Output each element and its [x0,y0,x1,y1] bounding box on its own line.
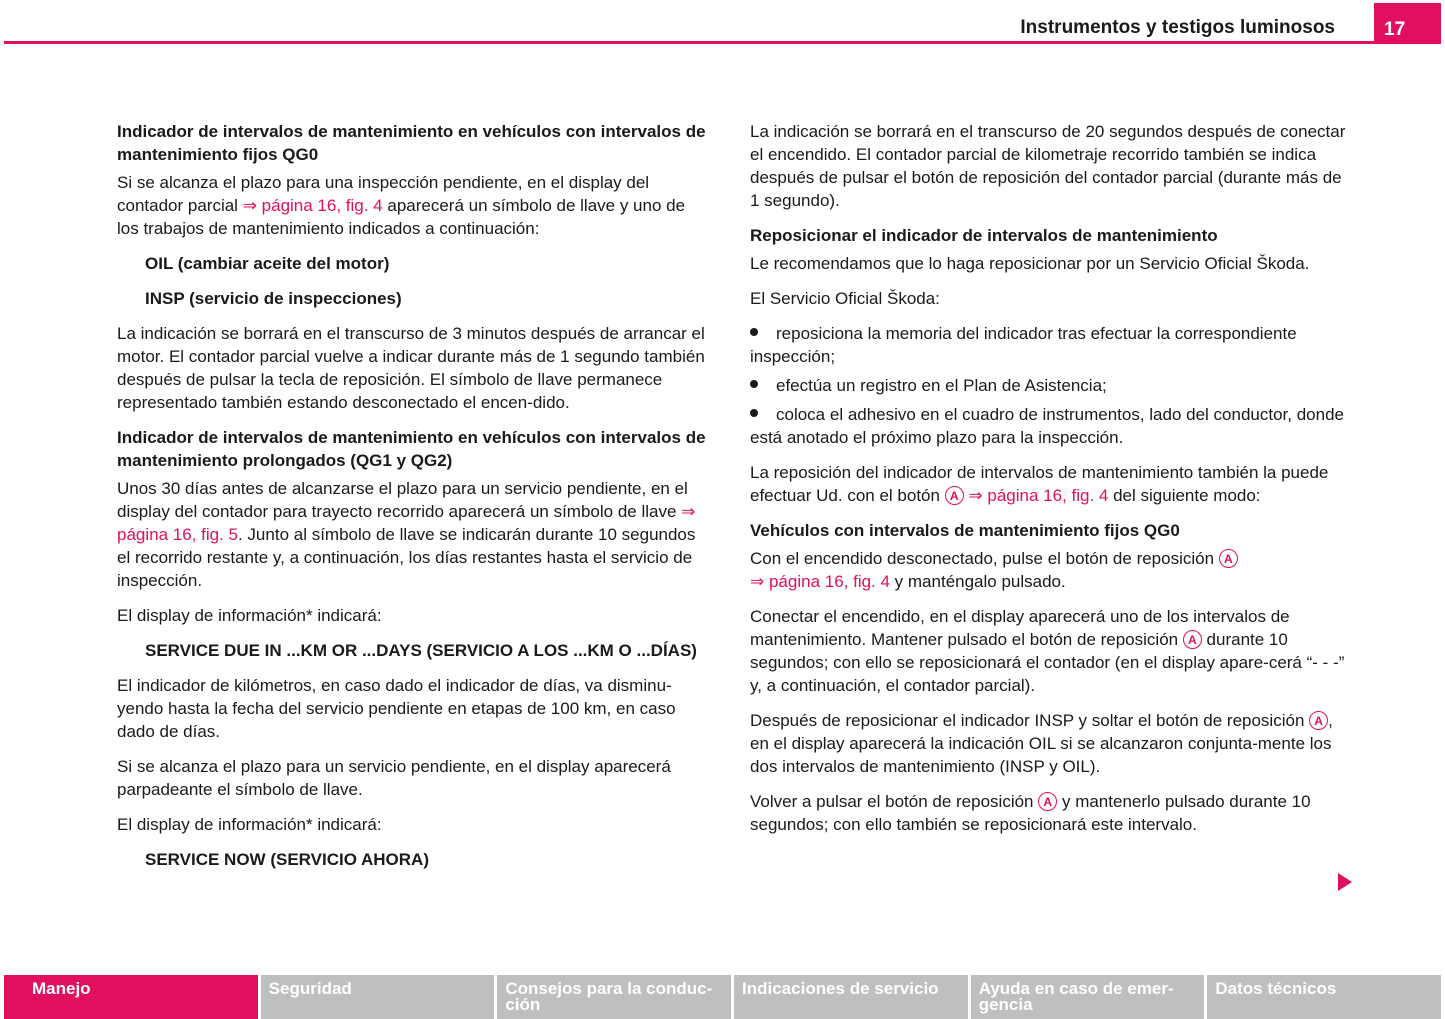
paragraph: El display de información* indicará: [117,606,382,625]
reset-button-a-icon: A [1183,630,1202,649]
header-rule [4,41,1374,44]
page-reference-link[interactable]: ⇒ página 16, fig. 5 [117,502,696,544]
reset-button-a-icon: A [1038,792,1057,811]
reset-button-a-icon: A [1219,549,1238,568]
bullet-icon [750,374,776,397]
paragraph: Si se alcanza el plazo para una inspección pendiente, en el display del contador parcial ⇒ página 16, fig. 4 aparecerá un símbolo de llave y uno de los trabajos de mantenimiento indicados a continuación: [117,173,686,238]
paragraph: Con el encendido desconectado, pulse el botón de reposición A ⇒ página 16, fig. 4 y manténgalo pulsado. [750,547,1350,593]
page-number: 17 [1374,3,1441,44]
nav-tab-consejos[interactable]: Consejos para la conduc-ción [497,975,731,1019]
paragraph: El display de información* indicará: [117,815,382,834]
section-heading-fixed-intervals: Indicador de intervalos de mantenimiento en vehículos con intervalos de mantenimiento fijos QG0 [117,122,706,164]
paragraph: La reposición del indicador de intervalos de mantenimiento también la puede efectuar Ud. con el botón A ⇒ página 16, fig. 4 del siguiente modo: [750,463,1329,505]
service-due-message: SERVICE DUE IN ...KM OR ...DAYS (SERVICIO A LOS ...KM O ...DÍAS) [145,641,697,660]
section-heading-qg0: Vehículos con intervalos de mantenimiento fijos QG0 [750,521,1180,540]
chapter-title: Instrumentos y testigos luminosos [1020,17,1335,38]
reset-button-a-icon: A [945,486,964,505]
reset-button-a-icon: A [1309,711,1328,730]
bullet-icon [750,322,776,345]
nav-tab-seguridad[interactable]: Seguridad [261,975,495,1019]
list-item: efectúa un registro en el Plan de Asistencia; [750,374,1350,397]
section-heading-extended-intervals: Indicador de intervalos de mantenimiento en vehículos con intervalos de mantenimiento prolongados (QG1 y QG2) [117,428,706,470]
paragraph: Unos 30 días antes de alcanzarse el plazo para un servicio pendiente, en el display del contador para trayecto recorrido aparecerá un símbolo de llave ⇒ página 16, fig. 5. Junto al símbolo de llave se indicarán durante 10 segundos el recorrido restante y, a continuación, los días restantes hasta el servicio de inspección. [117,479,696,590]
paragraph: Si se alcanza el plazo para un servicio pendiente, en el display aparecerá parpadeante el símbolo de llave. [117,757,671,799]
nav-tab-ayuda-emergencia[interactable]: Ayuda en caso de emer-gencia [971,975,1205,1019]
section-nav [4,975,1441,1019]
nav-tab-manejo[interactable]: Manejo [4,975,258,1019]
next-page-arrow-icon[interactable] [1338,873,1352,891]
paragraph: El indicador de kilómetros, en caso dado el indicador de días, va disminu-yendo hasta la fecha del servicio pendiente en etapas de 100 km, en caso dado de días. [117,676,676,741]
paragraph: Después de reposicionar el indicador INSP y soltar el botón de reposición A , en el display aparecerá la indicación OIL si se alcanzaron conjunta-mente los dos intervalos de mantenimiento (INSP y OIL). [750,711,1333,776]
paragraph: Le recomendamos que lo haga reposicionar por un Servicio Oficial Škoda. [750,254,1310,273]
service-now-message: SERVICE NOW (SERVICIO AHORA) [145,850,429,869]
paragraph: Conectar el encendido, en el display aparecerá uno de los intervalos de mantenimiento. Mantener pulsado el botón de reposición A durante 10 segundos; con ello se reposicionará el contador (en el display apare-cerá “- - -” y, a continuación, el contador parcial). [750,607,1345,695]
paragraph: La indicación se borrará en el transcurso de 3 minutos después de arrancar el motor. El contador parcial vuelve a indicar durante más de 1 segundo también después de pulsar la tecla de reposición. El símbolo de llave permanece representado también estando desconectado el encen-dido. [117,324,705,412]
left-column [117,120,707,883]
section-heading-reset: Reposicionar el indicador de intervalos de mantenimiento [750,226,1218,245]
bullet-icon [750,403,776,426]
page-reference-link[interactable]: ⇒ página 16, fig. 4 [750,572,890,591]
page-reference-link[interactable]: ⇒ página 16, fig. 4 [242,196,383,215]
page-reference-link[interactable]: ⇒ página 16, fig. 4 [968,486,1109,505]
right-column [750,120,1350,848]
list-item: reposiciona la memoria del indicador tras efectuar la correspondiente inspección; [750,324,1297,366]
paragraph: Volver a pulsar el botón de reposición A y mantenerlo pulsado durante 10 segundos; con ello también se reposicionará este intervalo. [750,792,1311,834]
nav-tab-datos-tecnicos[interactable]: Datos técnicos [1207,975,1441,1019]
nav-tab-indicaciones-servicio[interactable]: Indicaciones de servicio [734,975,968,1019]
insp-indication: INSP (servicio de inspecciones) [145,289,402,308]
paragraph: La indicación se borrará en el transcurso de 20 segundos después de conectar el encendido. El contador parcial de kilometraje recorrido también se indica después de pulsar el botón de reposición del contador parcial (durante más de 1 segundo). [750,122,1346,210]
paragraph: El Servicio Oficial Škoda: [750,289,940,308]
list-item: coloca el adhesivo en el cuadro de instrumentos, lado del conductor, donde está anotado el próximo plazo para la inspección. [750,405,1344,447]
oil-indication: OIL (cambiar aceite del motor) [145,254,390,273]
